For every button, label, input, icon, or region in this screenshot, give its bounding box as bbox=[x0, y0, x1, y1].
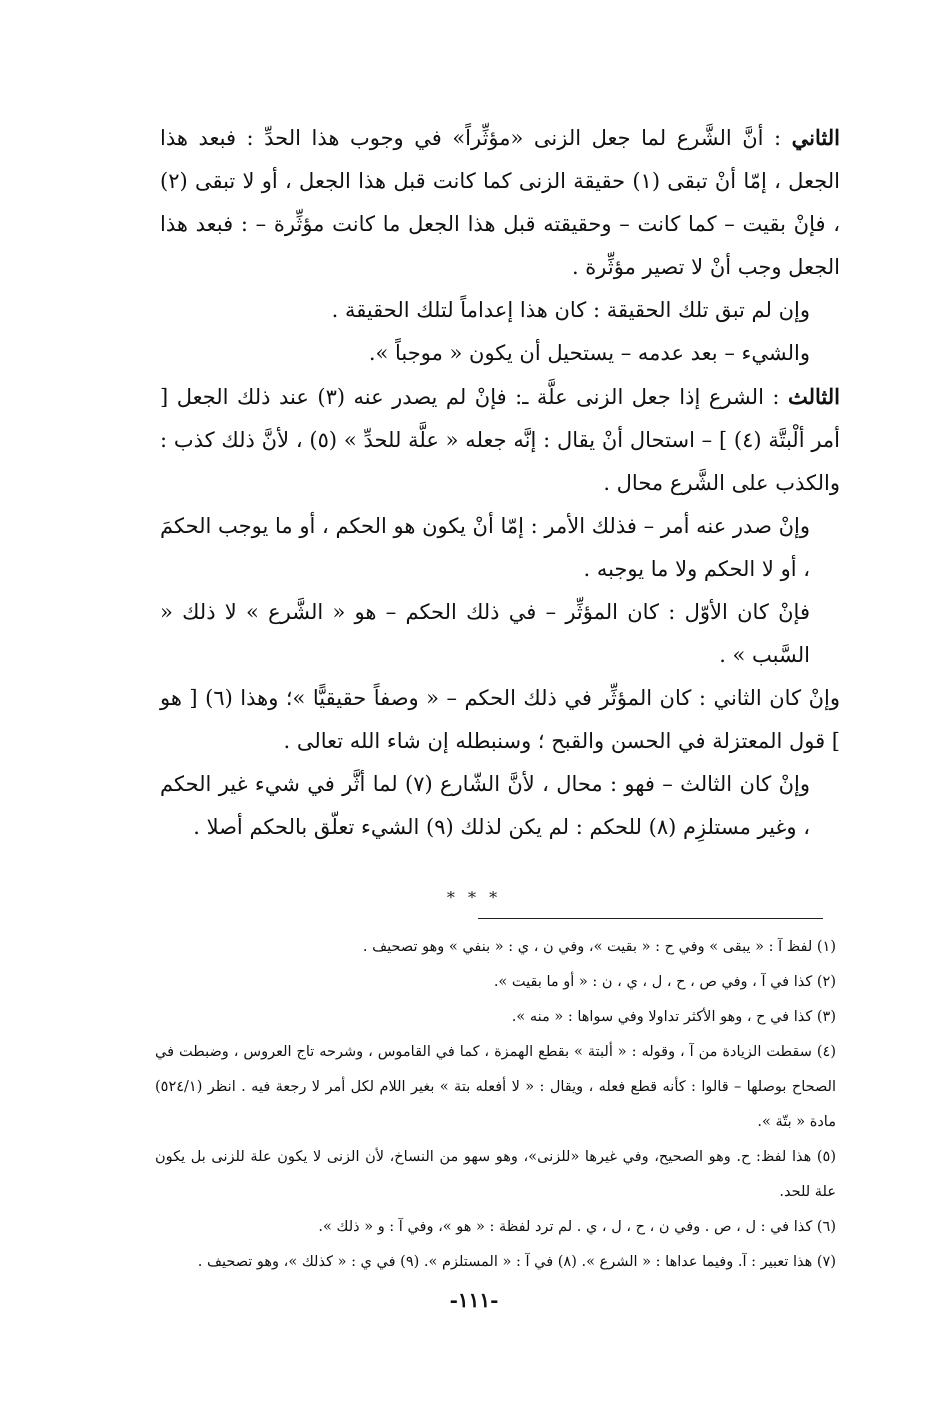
footnote: (٦) كذا في : ل ، ص . وفي ن ، ح ، ل ، ي . لم ترد لفظة : « هو »، وفي آ : و « ذلك ». bbox=[318, 1219, 836, 1235]
footnote: (٧) هذا تعبير : آ. وفيما عداها : « الشرع ». (٨) في آ : « المستلزم ». (٩) في ي : « كذلك »، وهو تصحيف . bbox=[197, 1254, 836, 1270]
footnote: (٣) كذا في ح ، وهو الأكثر تداولا وفي سواها : « منه ». bbox=[511, 1009, 836, 1025]
paragraph: والشيء – بعد عدمه – يستحيل أن يكون « موجباً ». bbox=[368, 341, 810, 365]
paragraph-label: الثاني bbox=[791, 125, 840, 150]
footnotes bbox=[155, 930, 836, 1280]
footnote: (٢) كذا في آ ، وفي ص ، ح ، ل ، ي ، ن : « أو ما بقيت ». bbox=[493, 974, 836, 990]
paragraph-text: : أنَّ الشَّرع لما جعل الزنى «مؤثِّراً» في وجوب هذا الحدِّ : فبعد هذا الجعل ، إمّا أنْ تبقى (١) حقيقة الزنى كما كانت قبل هذا الجعل ، أو لا تبقى (٢) ، فإنْ بقيت – كما كانت – وحقيقته قبل هذا الجعل ما كانت مؤثِّرة – : فبعد هذا الجعل وجب أنْ لا تصير مؤثِّرة . bbox=[160, 126, 841, 279]
paragraph-label: الثالث bbox=[788, 384, 840, 409]
paragraph: وإن لم تبق تلك الحقيقة : كان هذا إعداماً لتلك الحقيقة . bbox=[331, 298, 810, 322]
footnote-rule bbox=[478, 918, 823, 919]
footnote: (٥) هذا لفظ: ح. وهو الصحيح، وفي غيرها «للزنى»، وهو سهو من النساخ، لأن الزنى لا يكون علة للزنى بل يكون علة للحد. bbox=[155, 1149, 836, 1200]
footnote: (٤) سقطت الزيادة من آ ، وقوله : « ألبتة » بقطع الهمزة ، كما في القاموس ، وشرحه تاج العروس ، وضبطت في الصحاح بوصلها – قالوا : كأنه قطع فعله ، ويقال : « لا أفعله بتة » بغير اللام لكل أمر لا رجعة فيه . انظر (٥٢٤/١) مادة « بتّة ». bbox=[155, 1044, 836, 1130]
section-separator: * * * bbox=[446, 888, 502, 907]
paragraph: وإنْ كان الثالث – فهو : محال ، لأنَّ الشّارع (٧) لما أثَّر في شيء غير الحكم ، وغير مستلزِم (٨) للحكم : لم يكن لذلك (٩) الشيء تعلّق بالحكم أصلا . bbox=[160, 772, 811, 839]
main-text bbox=[160, 116, 840, 849]
paragraph-third-argument bbox=[160, 375, 840, 505]
paragraph: وإنْ كان الثاني : كان المؤثِّر في ذلك الحكم – « وصفاً حقيقيًّا »؛ وهذا (٦) [ هو ] قول المعتزلة في الحسن والقبح ؛ وسنبطله إن شاء الله تعالى . bbox=[160, 686, 840, 753]
footnote: (١) لفظ آ : « يبقى » وفي ح : « بقيت »، وفي ن ، ي : « بنفي » وهو تصحيف . bbox=[362, 939, 836, 955]
paragraph-second-argument bbox=[160, 116, 840, 289]
paragraph: فإنْ كان الأوّل : كان المؤثِّر – في ذلك الحكم – هو « الشَّرع » لا ذلك « السَّبب » . bbox=[160, 600, 810, 667]
page-number: -١١١- bbox=[449, 1288, 499, 1312]
paragraph-text: : الشرع إذا جعل الزنى علَّة ـ: فإنْ لم يصدر عنه (٣) عند ذلك الجعل [ أمر ألْبتَّة (٤) ] – استحال أنْ يقال : إنَّه جعله « علَّة للحدِّ » (٥) ، لأنَّ ذلك كذب : والكذب على الشَّرع محال . bbox=[160, 385, 840, 495]
paragraph: وإنْ صدر عنه أمر – فذلك الأمر : إمّا أنْ يكون هو الحكم ، أو ما يوجب الحكمَ ، أو لا الحكم ولا ما يوجبه . bbox=[160, 514, 810, 581]
